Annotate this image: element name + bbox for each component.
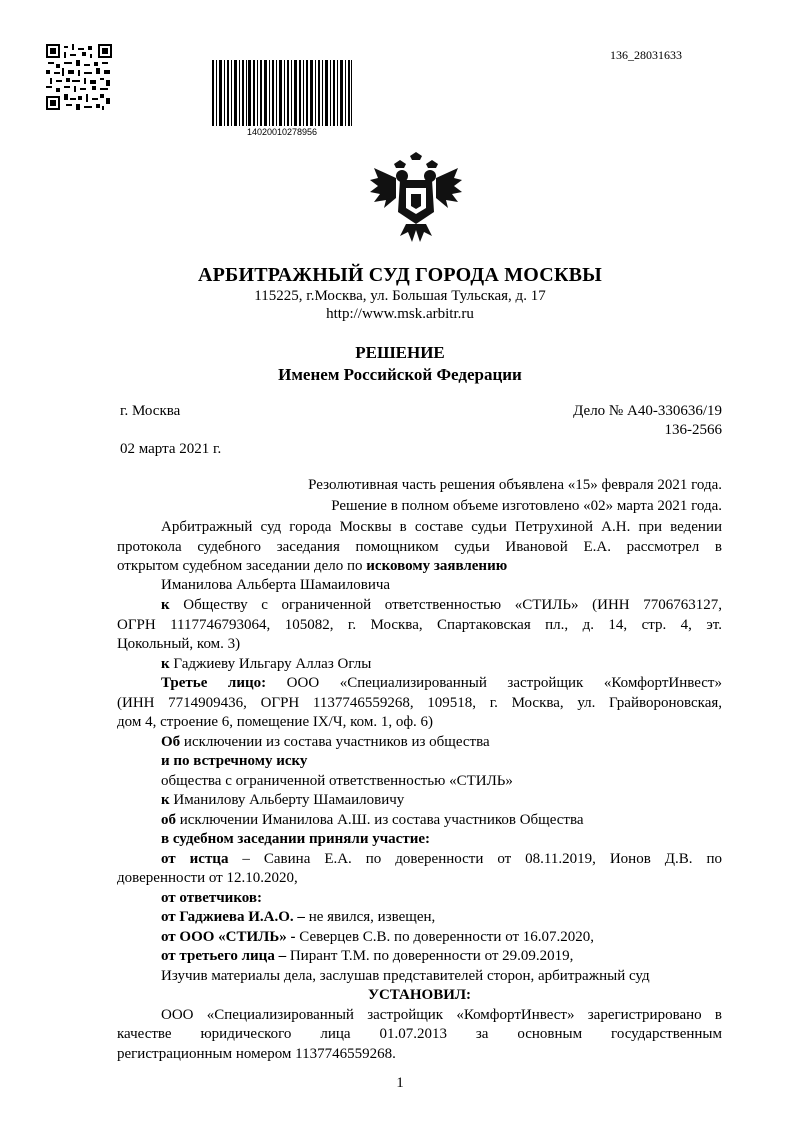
bold-span: от истца <box>161 851 229 867</box>
case-sub-number: 136-2566 <box>664 422 722 438</box>
document-id: 136_28031633 <box>610 48 682 62</box>
bold-span: и по встречному иску <box>161 753 308 769</box>
text-span: исключении Иманилова А.Ш. из состава участников Общества <box>176 812 584 828</box>
text-span: ООО «Специализированный застройщик «КомфортИнвест» <box>266 675 722 691</box>
bold-span: к <box>161 656 170 672</box>
decision-made-line: Решение в полном объеме изготовлено «02» марта 2021 года. <box>331 498 722 514</box>
bold-span: от ООО «СТИЛЬ» - <box>161 929 296 945</box>
participants-heading <box>117 830 722 849</box>
bold-span: к <box>161 792 170 808</box>
paragraph-line <box>117 791 722 810</box>
barcode-icon <box>212 60 352 126</box>
text-span: Обществу с ограниченной ответственностью «СТИЛЬ» (ИНН 7706763127, <box>169 597 722 613</box>
text-span: – Савина Е.А. по доверенности от 08.11.2019, Ионов Д.В. по <box>228 851 722 867</box>
defendants-heading <box>117 889 722 908</box>
decision-date: 02 марта 2021 г. <box>120 441 222 457</box>
bold-span: от Гаджиева И.А.О. – <box>161 909 305 925</box>
paragraph-line <box>117 674 722 693</box>
paragraph-line: (ИНН 7714909436, ОГРН 1137746559268, 109518, г. Москва, ул. Грайвороновская, <box>117 695 722 711</box>
paragraph-line: доверенности от 12.10.2020, <box>117 870 298 886</box>
paragraph-line <box>117 908 722 927</box>
text-span: Иманилову Альберту Шамаиловичу <box>169 792 405 808</box>
paragraph-line <box>117 811 722 830</box>
paragraph-line: ООО «Специализированный застройщик «КомфортИнвест» зарегистрировано в <box>161 1007 722 1023</box>
qr-code-icon <box>46 44 112 110</box>
established-heading <box>117 986 722 1005</box>
paragraph-line: регистрационным номером 1137746559268. <box>117 1046 396 1062</box>
paragraph-line: Цокольный, ком. 3) <box>117 636 241 652</box>
document-title: РЕШЕНИЕ <box>355 343 445 362</box>
text-span: Гаджиеву Ильгару Аллаз Оглы <box>169 656 372 672</box>
paragraph-line <box>117 596 722 615</box>
bold-span: от третьего лица – <box>161 948 287 964</box>
bold-span: Третье лицо: <box>161 675 267 691</box>
paragraph-line <box>117 947 722 966</box>
resolution-announced-line: Резолютивная часть решения объявлена «15» февраля 2021 года. <box>308 477 722 493</box>
paragraph-line <box>117 733 722 752</box>
paragraph-line: Изучив материалы дела, заслушав представителей сторон, арбитражный суд <box>161 968 650 984</box>
paragraph-line: ОГРН 1117746793064, 105082, г. Москва, Спартаковская пл., д. 14, стр. 4, эт. <box>117 617 722 633</box>
bold-span: от ответчиков: <box>161 890 262 906</box>
paragraph-line: дом 4, строение 6, помещение IХ/Ч, ком. 1, оф. 6) <box>117 714 434 730</box>
case-number: Дело № А40-330636/19 <box>573 403 722 419</box>
bold-span: об <box>161 812 176 828</box>
plaintiff-name: Иманилова Альберта Шамаиловича <box>161 577 391 593</box>
bold-span: в судебном заседании приняли участие: <box>161 831 431 847</box>
bold-span: к <box>161 597 170 613</box>
court-address: 115225, г.Москва, ул. Большая Тульская, д. 17 <box>254 288 546 304</box>
paragraph-line: качестве юридического лица 01.07.2013 за основным государственным <box>117 1026 722 1042</box>
paragraph-line: протокола судебного заседания помощником судьи Ивановой Е.А. рассмотрел в <box>117 539 722 555</box>
barcode-number: 14020010278956 <box>246 127 318 137</box>
text-span: исключении из состава участников из общества <box>180 734 490 750</box>
paragraph-line <box>117 850 722 869</box>
paragraph-line: Арбитражный суд города Москвы в составе судьи Петрухиной А.Н. при ведении <box>161 519 722 535</box>
text-span: Северцев С.В. по доверенности от 16.07.2020, <box>295 929 595 945</box>
bold-span: УСТАНОВИЛ: <box>367 987 472 1003</box>
page-number: 1 <box>396 1075 404 1091</box>
paragraph-line: общества с ограниченной ответственностью «СТИЛЬ» <box>161 773 513 789</box>
counterclaim-heading <box>117 752 722 771</box>
bold-span: Об <box>161 734 181 750</box>
coat-of-arms-icon <box>366 150 466 246</box>
document-subtitle: Именем Российской Федерации <box>278 365 522 384</box>
city: г. Москва <box>120 403 181 419</box>
paragraph-line <box>117 557 722 576</box>
text-span: Пирант Т.М. по доверенности от 29.09.2019, <box>286 948 574 964</box>
court-name: АРБИТРАЖНЫЙ СУД ГОРОДА МОСКВЫ <box>197 264 603 286</box>
text-span: не явился, извещен, <box>304 909 436 925</box>
bold-span: исковому заявлению <box>366 558 508 574</box>
court-website[interactable]: http://www.msk.arbitr.ru <box>326 306 474 322</box>
paragraph-line <box>117 928 722 947</box>
paragraph-line <box>117 655 722 674</box>
text-span: открытом судебном заседании дело по <box>117 558 367 574</box>
